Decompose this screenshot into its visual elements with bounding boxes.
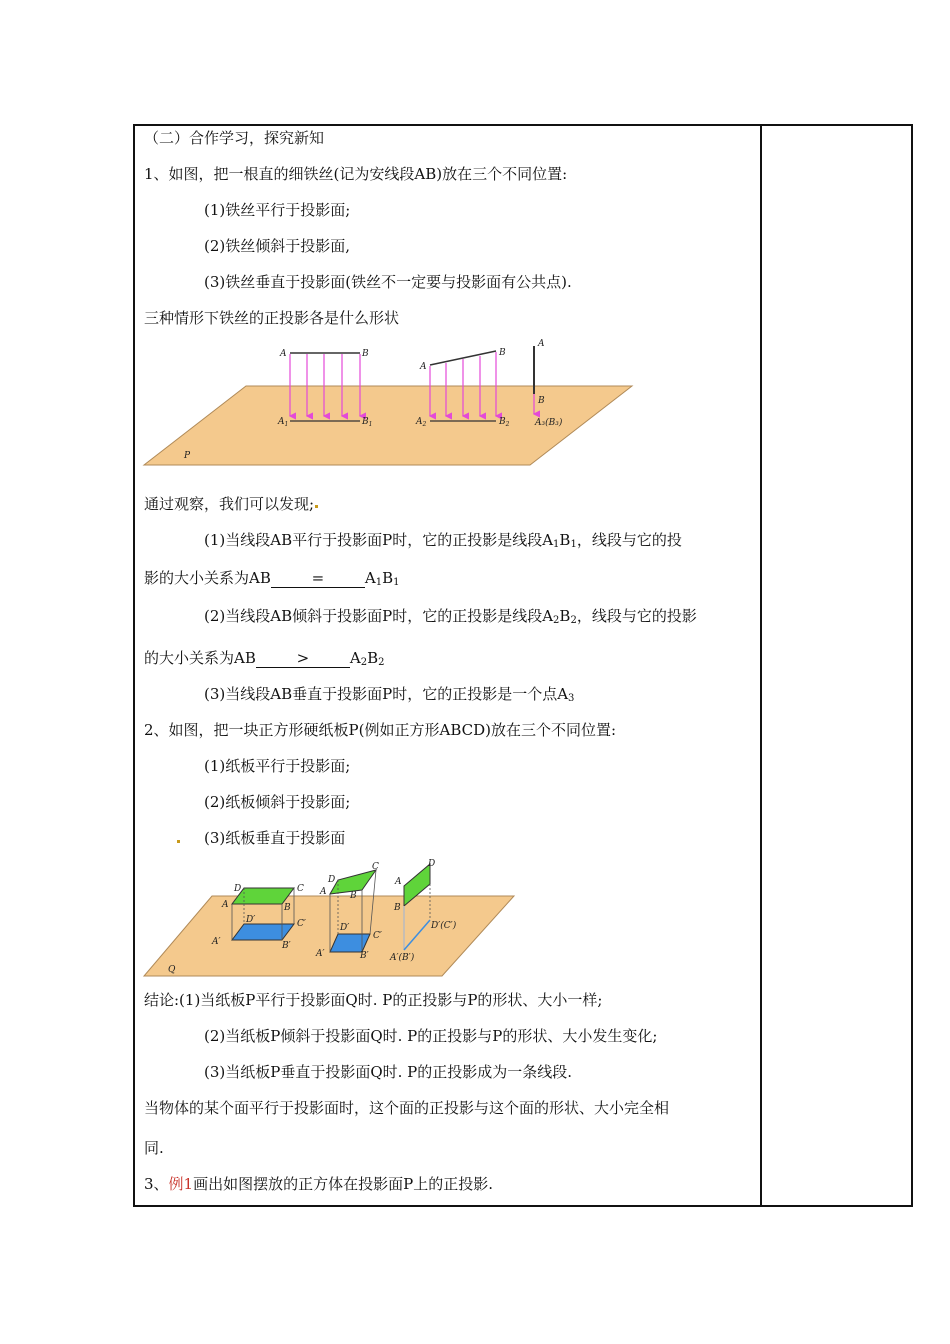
svg-text:B′: B′ <box>360 951 369 961</box>
example-label: 例1 <box>168 1175 194 1193</box>
svg-text:B1: $B_1$ <box>362 417 373 428</box>
svg-text:Q: Q <box>168 965 176 975</box>
svg-text:A′: A′ <box>316 949 325 959</box>
svg-text:D′(C′): D′(C′) <box>431 921 457 931</box>
svg-text:A2: $A_2$ <box>416 417 427 428</box>
svg-text:B: B <box>362 349 369 359</box>
svg-text:A1: $A_1$ <box>278 417 289 428</box>
finding-1-line-2: 影的大小关系为AB = $A_1B_1$ <box>144 569 400 588</box>
svg-text:D: D <box>428 859 436 869</box>
conclusion-3: (3)当纸板P垂直于投影面Q时. P的正投影成为一条线段. <box>204 1063 573 1081</box>
q3-line: 3、例1画出如图摆放的正方体在投影面P上的正投影. <box>144 1175 493 1193</box>
q1-item-2: (2)铁丝倾斜于投影面, <box>204 237 351 255</box>
section-title: （二）合作学习，探究新知 <box>144 129 325 147</box>
q2-item-2: (2)纸板倾斜于投影面; <box>204 793 351 811</box>
svg-text:A₃(B₃): A₃(B₃) <box>535 418 563 428</box>
finding-1-line-1: (1)当线段AB平行于投影面P时，它的正投影是线段$A_1B_1$，线段与它的投 <box>204 531 682 550</box>
svg-text:C′: C′ <box>373 931 382 941</box>
q2-item-3: (3)纸板垂直于投影面 <box>204 829 346 847</box>
table-column-divider <box>760 124 762 1207</box>
finding-2-line-1: (2)当线段AB倾斜于投影面P时，它的正投影是线段$A_2B_2$，线段与它的投影 <box>204 607 697 626</box>
finding-2-line-2: 的大小关系为AB > $A_2B_2$ <box>144 649 385 668</box>
q1-intro: 1、如图，把一根直的细铁丝(记为安线段AB)放在三个不同位置: <box>144 165 568 183</box>
svg-text:D: D <box>234 884 242 894</box>
svg-text:A: A <box>538 339 545 349</box>
svg-text:D′: D′ <box>340 923 350 933</box>
projection-plane-q <box>144 896 514 976</box>
svg-text:D: D <box>328 875 336 885</box>
svg-text:A: A <box>222 900 229 910</box>
svg-text:P: P <box>184 451 191 461</box>
svg-text:C′: C′ <box>297 919 306 929</box>
observe-text: 通过观察，我们可以发现; <box>144 494 319 514</box>
svg-text:B: B <box>538 396 545 406</box>
q2-item-1: (1)纸板平行于投影面; <box>204 757 351 775</box>
svg-text:B: B <box>284 903 291 913</box>
svg-text:A: A <box>280 349 287 359</box>
conclusion-1: 结论:(1)当纸板P平行于投影面Q时. P的正投影与P的形状、大小一样; <box>144 991 603 1009</box>
q2-intro: 2、如图，把一块正方形硬纸板P(例如正方形ABCD)放在三个不同位置: <box>144 721 617 739</box>
svg-text:A: A <box>395 877 402 887</box>
svg-text:C: C <box>297 884 304 894</box>
svg-text:A: A <box>420 362 427 372</box>
svg-text:B′: B′ <box>282 941 291 951</box>
summary-line-2: 同. <box>144 1139 164 1157</box>
svg-text:A′: A′ <box>212 937 221 947</box>
svg-text:A: A <box>320 887 327 897</box>
q1-item-1: (1)铁丝平行于投影面; <box>204 201 351 219</box>
svg-text:D′: D′ <box>246 915 256 925</box>
q1-question: 三种情形下铁丝的正投影各是什么形状 <box>144 309 400 327</box>
svg-text:B2: $B_2$ <box>499 417 510 428</box>
svg-text:B: B <box>499 348 506 358</box>
summary-line-1: 当物体的某个面平行于投影面时，这个面的正投影与这个面的形状、大小完全相 <box>144 1099 670 1117</box>
decorative-dot <box>177 840 180 843</box>
square-projection-figure <box>142 858 518 980</box>
svg-text:C: C <box>372 862 379 872</box>
answer-blank-2: > <box>256 649 350 668</box>
conclusion-2: (2)当纸板P倾斜于投影面Q时. P的正投影与P的形状、大小发生变化; <box>204 1027 658 1045</box>
wire-projection-figure <box>142 336 634 468</box>
svg-text:B: B <box>350 891 357 901</box>
svg-text:A′(B′): A′(B′) <box>390 953 415 963</box>
answer-blank-1: = <box>271 569 365 588</box>
finding-3: (3)当线段AB垂直于投影面P时，它的正投影是一个点$A_3$ <box>204 685 575 704</box>
svg-text:B: B <box>394 903 401 913</box>
q1-item-3: (3)铁丝垂直于投影面(铁丝不一定要与投影面有公共点). <box>204 273 572 291</box>
